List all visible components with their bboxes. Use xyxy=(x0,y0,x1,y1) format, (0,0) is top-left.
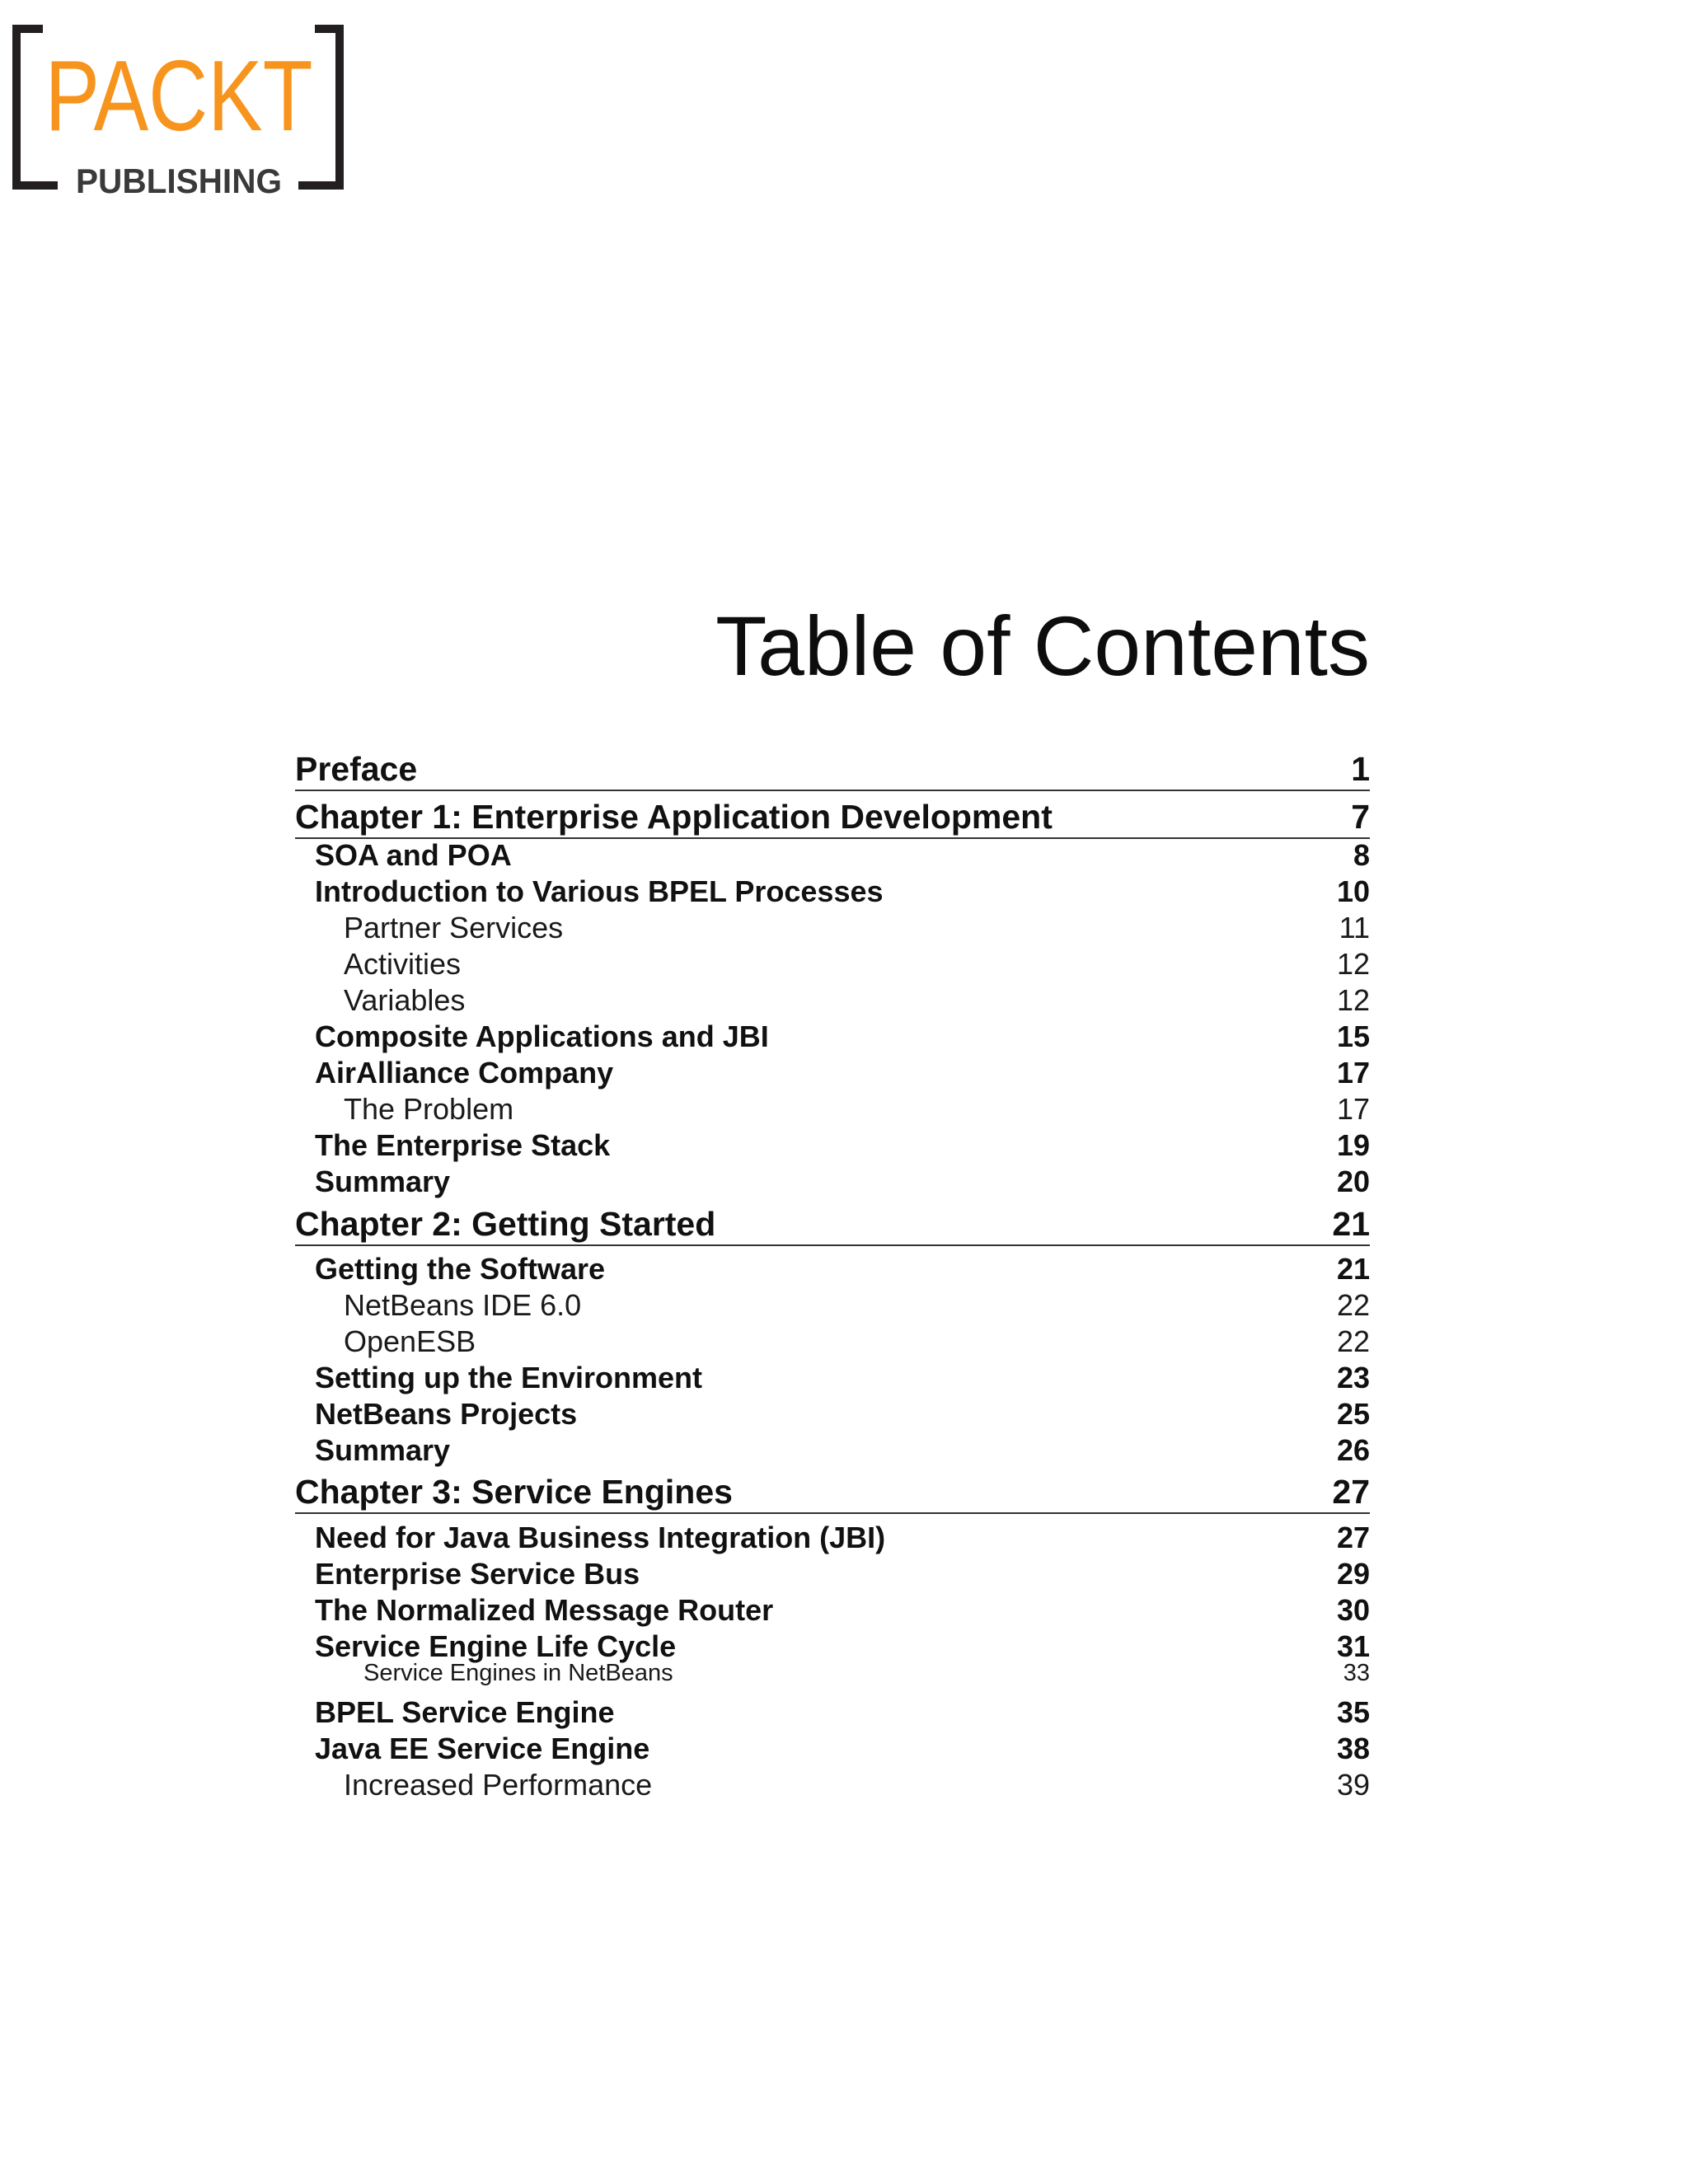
toc-entry-title: Variables xyxy=(344,983,466,1017)
toc-entry-minor[interactable] xyxy=(295,1658,1370,1688)
toc-entry-title: BPEL Service Engine xyxy=(315,1695,615,1729)
toc-entry-section[interactable] xyxy=(295,837,1370,874)
toc-entry-chapter[interactable] xyxy=(295,1203,1370,1246)
toc-entry-title: Summary xyxy=(315,1165,451,1198)
toc-entry-section[interactable] xyxy=(295,1694,1370,1731)
toc-entry-title: Setting up the Environment xyxy=(315,1361,703,1394)
logo-tagline-text: PUBLISHING xyxy=(76,162,282,198)
toc-entry-page-number: 19 xyxy=(1336,1128,1370,1162)
toc-entry-title: Getting the Software xyxy=(315,1252,606,1286)
toc-entry-page-number: 23 xyxy=(1336,1361,1370,1394)
toc-entry-page-number: 12 xyxy=(1336,983,1370,1017)
toc-entry-chapter[interactable] xyxy=(295,748,1370,791)
right-bracket xyxy=(315,29,340,185)
toc-entry-page-number: 39 xyxy=(1336,1768,1370,1802)
toc-entry-subsection[interactable] xyxy=(295,1767,1370,1803)
toc-entry-page-number: 15 xyxy=(1336,1019,1370,1053)
toc-entry-title: Activities xyxy=(344,947,462,981)
toc-entry-section[interactable] xyxy=(295,1019,1370,1055)
toc-entry-page-number: 8 xyxy=(1353,838,1370,872)
toc-entry-page-number: 22 xyxy=(1336,1324,1370,1358)
packt-logo-graphic xyxy=(10,25,348,198)
toc-entry-subsection[interactable] xyxy=(295,910,1370,946)
toc-entry-title: Composite Applications and JBI xyxy=(315,1019,769,1053)
left-bracket xyxy=(16,29,43,185)
toc-entry-page-number: 27 xyxy=(1336,1521,1370,1554)
toc-entry-title: Increased Performance xyxy=(344,1768,653,1802)
toc-entry-page-number: 33 xyxy=(1343,1660,1370,1686)
toc-entry-chapter[interactable] xyxy=(295,1471,1370,1514)
toc-entry-title: Java EE Service Engine xyxy=(315,1732,650,1765)
toc-entry-section[interactable] xyxy=(295,1396,1370,1432)
toc-entry-title: Need for Java Business Integration (JBI) xyxy=(315,1521,886,1554)
toc-entry-title: Service Engines in NetBeans xyxy=(363,1660,673,1686)
toc-entry-page-number: 7 xyxy=(1351,798,1370,836)
toc-entry-section[interactable] xyxy=(295,874,1370,910)
toc-entry-title: Service Engine Life Cycle xyxy=(315,1629,677,1663)
toc-entry-title: Chapter 2: Getting Started xyxy=(295,1205,716,1243)
toc-entry-chapter[interactable] xyxy=(295,796,1370,839)
toc-entry-section[interactable] xyxy=(295,1164,1370,1200)
toc-entry-page-number: 30 xyxy=(1336,1593,1370,1627)
logo-brand-text: PACKT xyxy=(45,40,313,152)
toc-entry-title: Enterprise Service Bus xyxy=(315,1557,640,1591)
toc-entry-subsection[interactable] xyxy=(295,982,1370,1019)
toc-entry-section[interactable] xyxy=(295,1127,1370,1164)
toc-entry-title: Summary xyxy=(315,1433,451,1467)
toc-entry-page-number: 1 xyxy=(1351,750,1370,788)
toc-entry-page-number: 21 xyxy=(1332,1205,1370,1243)
toc-entry-title: The Problem xyxy=(344,1092,514,1126)
toc-entry-title: Chapter 3: Service Engines xyxy=(295,1473,733,1511)
toc-entry-title: Preface xyxy=(295,750,418,788)
toc-entry-section[interactable] xyxy=(295,1432,1370,1469)
toc-entry-title: Chapter 1: Enterprise Application Development xyxy=(295,798,1053,836)
toc-entry-section[interactable] xyxy=(295,1055,1370,1091)
toc-entry-subsection[interactable] xyxy=(295,1091,1370,1127)
toc-entry-section[interactable] xyxy=(295,1360,1370,1396)
toc-entry-subsection[interactable] xyxy=(295,1287,1370,1324)
toc-entry-page-number: 17 xyxy=(1336,1056,1370,1090)
toc-entry-section[interactable] xyxy=(295,1251,1370,1287)
toc-entry-section[interactable] xyxy=(295,1556,1370,1592)
toc-entry-page-number: 22 xyxy=(1336,1288,1370,1322)
toc-entry-title: OpenESB xyxy=(344,1324,476,1358)
toc-entry-title: NetBeans IDE 6.0 xyxy=(344,1288,582,1322)
toc-entry-page-number: 20 xyxy=(1336,1165,1370,1198)
toc-entry-page-number: 26 xyxy=(1336,1433,1370,1467)
toc-entry-page-number: 25 xyxy=(1336,1397,1370,1431)
toc-entry-section[interactable] xyxy=(295,1520,1370,1556)
toc-entry-page-number: 35 xyxy=(1336,1695,1370,1729)
toc-entry-page-number: 12 xyxy=(1336,947,1370,981)
toc-entry-title: NetBeans Projects xyxy=(315,1397,578,1431)
toc-entry-page-number: 29 xyxy=(1336,1557,1370,1591)
toc-entry-title: The Normalized Message Router xyxy=(315,1593,774,1627)
toc-entry-subsection[interactable] xyxy=(295,1324,1370,1360)
toc-entry-page-number: 38 xyxy=(1336,1732,1370,1765)
page-title: Table of Contents xyxy=(715,599,1370,693)
toc-entry-section[interactable] xyxy=(295,1592,1370,1629)
toc-entry-page-number: 10 xyxy=(1336,874,1370,908)
toc-entry-page-number: 11 xyxy=(1339,911,1370,944)
toc-entry-title: Partner Services xyxy=(344,911,564,944)
toc-entry-subsection[interactable] xyxy=(295,946,1370,982)
toc-entry-title: AirAlliance Company xyxy=(315,1056,614,1090)
toc-entry-page-number: 31 xyxy=(1336,1629,1370,1663)
toc-entry-title: The Enterprise Stack xyxy=(315,1128,611,1162)
toc-entry-title: Introduction to Various BPEL Processes xyxy=(315,874,884,908)
toc-entry-page-number: 17 xyxy=(1336,1092,1370,1126)
toc-entry-page-number: 27 xyxy=(1332,1473,1370,1511)
toc-entry-section[interactable] xyxy=(295,1731,1370,1767)
publisher-logo xyxy=(10,25,348,198)
toc-entry-title: SOA and POA xyxy=(315,838,512,872)
toc-entry-page-number: 21 xyxy=(1336,1252,1370,1286)
